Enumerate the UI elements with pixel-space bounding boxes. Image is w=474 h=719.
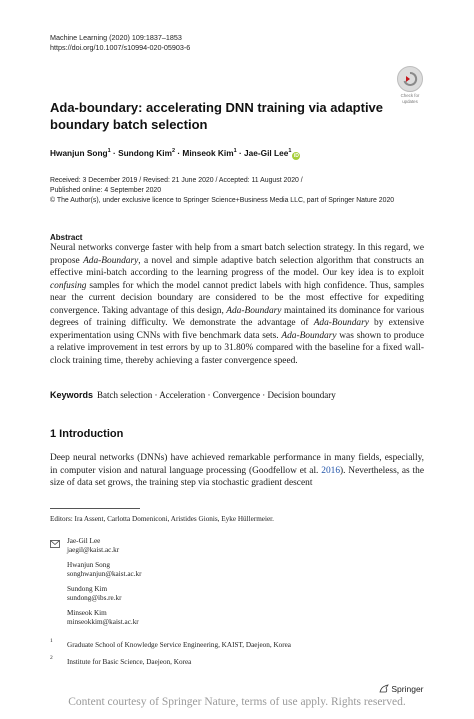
abstract-text: , a novel and simple adaptive batch selection algorithm that constructs an effective mini-batch according to the learning progress of the model. Our key idea is to exploit bbox=[50, 255, 424, 278]
abstract-emphasis: Ada-Boundary bbox=[226, 305, 282, 316]
keywords-list: Batch selection · Acceleration · Convergence · Decision boundary bbox=[97, 390, 336, 400]
contact-entry bbox=[67, 537, 142, 555]
section-heading: 1 Introduction bbox=[50, 428, 124, 440]
orcid-icon[interactable]: iD bbox=[293, 153, 299, 159]
copyright-line: © The Author(s), under exclusive licence to Springer Science+Business Media LLC, part of Springer Nature 2020 bbox=[50, 197, 395, 204]
springer-horse-icon bbox=[379, 684, 389, 693]
abstract-text: samples for which the model cannot predict labels with high confidence. Thus, samples near the current decision boundary are considered to be the most effective for expediting convergence. Taking advantage of this design, bbox=[50, 280, 424, 316]
author-separator: · bbox=[110, 148, 119, 158]
author-affiliation-mark: 1 bbox=[233, 148, 237, 155]
check-updates-label-2: updates bbox=[402, 99, 418, 104]
contact-entry bbox=[67, 609, 142, 627]
abstract-emphasis: Ada-Boundary bbox=[313, 318, 369, 328]
abstract-heading: Abstract bbox=[50, 233, 83, 242]
journal-header bbox=[50, 33, 190, 53]
contact-name: Hwanjun Song bbox=[67, 561, 110, 569]
journal-citation: Machine Learning (2020) 109:1837–1853 bbox=[50, 33, 182, 42]
abstract-text: by extensive experimentation using CNNs with five benchmark data sets. bbox=[50, 318, 424, 341]
abstract-emphasis: Ada-Boundary bbox=[281, 330, 337, 341]
affiliation-text: Institute for Basic Science, Daejeon, Korea bbox=[67, 658, 192, 666]
check-for-updates-badge[interactable] bbox=[394, 66, 426, 104]
editors-note: Editors: Ira Assent, Carlotta Domeniconi, Aristides Gionis, Eyke Hüllermeier. bbox=[50, 515, 274, 523]
contact-entry bbox=[67, 561, 142, 579]
affiliation-text: Graduate School of Knowledge Service Engineering, KAIST, Daejeon, Korea bbox=[67, 641, 292, 649]
abstract-emphasis: confusing bbox=[50, 280, 87, 291]
body-text: ). Nevertheless, as the size of data set grows, the training step via stochastic gradient descent bbox=[50, 465, 424, 488]
publisher-name: Springer bbox=[391, 684, 424, 694]
paper-title: Ada-boundary: accelerating DNN training via adaptive boundary batch selection bbox=[50, 100, 384, 132]
introduction-text bbox=[50, 452, 424, 490]
check-updates-label: Check for bbox=[400, 93, 420, 98]
contact-entry bbox=[67, 585, 142, 603]
doi-link[interactable]: https://doi.org/10.1007/s10994-020-05903-6 bbox=[50, 43, 191, 52]
abstract-emphasis: Ada-Boundary bbox=[83, 255, 139, 266]
citation-link[interactable]: 2016 bbox=[321, 465, 340, 476]
footnote-divider bbox=[50, 508, 140, 509]
affiliation-number: 1 bbox=[50, 638, 53, 644]
contact-name: Jae-Gil Lee bbox=[67, 537, 101, 545]
author-name[interactable]: Jae-Gil Lee bbox=[244, 148, 289, 158]
abstract-text: was shown to produce a relative improvement in test errors by up to 31.80% compared with the baseline for a fixed wall-clock training time, thereby achieving a faster convergence speed. bbox=[50, 330, 424, 366]
abstract-body bbox=[50, 242, 424, 367]
author-separator: · bbox=[236, 148, 245, 158]
contact-email[interactable]: songhwanjun@kaist.ac.kr bbox=[67, 570, 142, 578]
contact-email[interactable]: sundong@ibs.re.kr bbox=[67, 594, 122, 602]
author-affiliation-mark: 1 bbox=[107, 148, 111, 155]
affiliation-number: 2 bbox=[50, 655, 53, 661]
author-affiliation-mark: 2 bbox=[171, 148, 176, 155]
dates-line: Published online: 4 September 2020 bbox=[50, 187, 162, 194]
author-name[interactable]: Sundong Kim bbox=[118, 148, 172, 158]
publisher-logo bbox=[379, 684, 424, 694]
dates-line: Received: 3 December 2019 / Revised: 21 June 2020 / Accepted: 11 August 2020 / bbox=[50, 177, 303, 184]
author-list bbox=[50, 148, 300, 160]
keywords-heading: Keywords bbox=[50, 390, 94, 400]
contact-email[interactable]: minseokkim@kaist.ac.kr bbox=[67, 618, 139, 626]
contact-email[interactable]: jaegil@kaist.ac.kr bbox=[67, 546, 120, 554]
abstract-text: Neural networks converge faster with help from a smart batch selection strategy. In this regard, we propose bbox=[50, 243, 424, 266]
envelope-icon bbox=[50, 540, 60, 548]
author-affiliation-mark: 1 bbox=[288, 148, 292, 155]
check-updates-icon bbox=[397, 66, 423, 92]
body-text: Deep neural networks (DNNs) have achieved remarkable performance in many fields, especially, in computer vision and natural language processing (Goodfellow et al. bbox=[50, 453, 424, 476]
contact-list bbox=[67, 537, 142, 633]
author-name[interactable]: Minseok Kim bbox=[182, 148, 234, 158]
author-separator: · bbox=[175, 148, 183, 158]
publication-dates bbox=[50, 176, 394, 206]
keywords bbox=[50, 390, 336, 400]
footer-notice[interactable]: Content courtesy of Springer Nature, terms of use apply. Rights reserved. bbox=[68, 696, 406, 708]
author-name[interactable]: Hwanjun Song bbox=[50, 148, 108, 158]
abstract-text: maintained its dominance for various degrees of training difficulty. We demonstrate the advantage of bbox=[50, 305, 424, 328]
contact-name: Sundong Kim bbox=[67, 585, 108, 593]
contact-name: Minseok Kim bbox=[67, 609, 107, 617]
